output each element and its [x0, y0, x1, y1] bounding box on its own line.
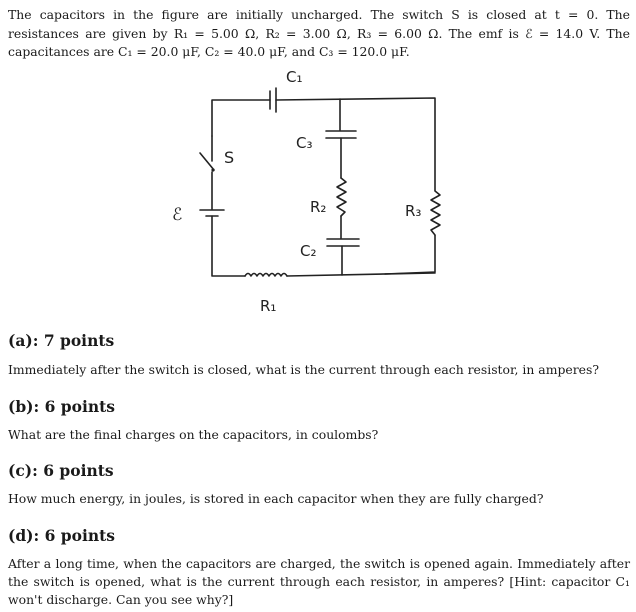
label-r2: R₂ [310, 198, 327, 216]
label-c3: C₃ [296, 134, 313, 152]
r2-resistor [337, 178, 346, 216]
part-b-question: What are the final charges on the capacitors, in coulombs? [8, 427, 379, 442]
label-r1: R₁ [260, 297, 277, 315]
part-b-title: (b): 6 points [8, 397, 116, 416]
circuit-figure [160, 66, 460, 326]
bottom-left-wire [212, 216, 245, 276]
top-left-wire [212, 100, 270, 136]
bottom-right-wire [287, 273, 435, 276]
label-switch: S [224, 148, 235, 167]
r1-resistor [245, 274, 287, 277]
problem-statement: The capacitors in the figure are initially uncharged. The switch S is closed at t = 0. The resistances are given by R₁ = 5.00 Ω, R₂ = 3.00 Ω, R₃ = 6.00 Ω. The emf is ℰ = 14.0 V. The capacitances are C₁ = 20.0 μF, C₂ = 40.0 μF, and C₃ = 120.0 μF. [8, 7, 630, 59]
label-c2: C₂ [300, 242, 317, 260]
part-d-title: (d): 6 points [8, 526, 116, 545]
label-emf: ℰ [172, 205, 183, 225]
label-c1: C₁ [286, 68, 303, 86]
switch-contact [211, 168, 214, 171]
part-c-title: (c): 6 points [8, 461, 114, 480]
part-a-title: (a): 7 points [8, 331, 115, 350]
part-d-question: After a long time, when the capacitors are charged, the switch is opened again. Immediately after the switch is opened, what is the current through each resistor, in amperes? [Hint: capacitor C₁ won't discharge. Can you see why?] [8, 556, 630, 607]
part-c-question: How much energy, in joules, is stored in each capacitor when they are fully charged? [8, 491, 544, 506]
part-a-question: Immediately after the switch is closed, what is the current through each resistor, in amperes? [8, 362, 599, 377]
label-r3: R₃ [405, 202, 422, 220]
circuit-diagram [160, 66, 460, 326]
